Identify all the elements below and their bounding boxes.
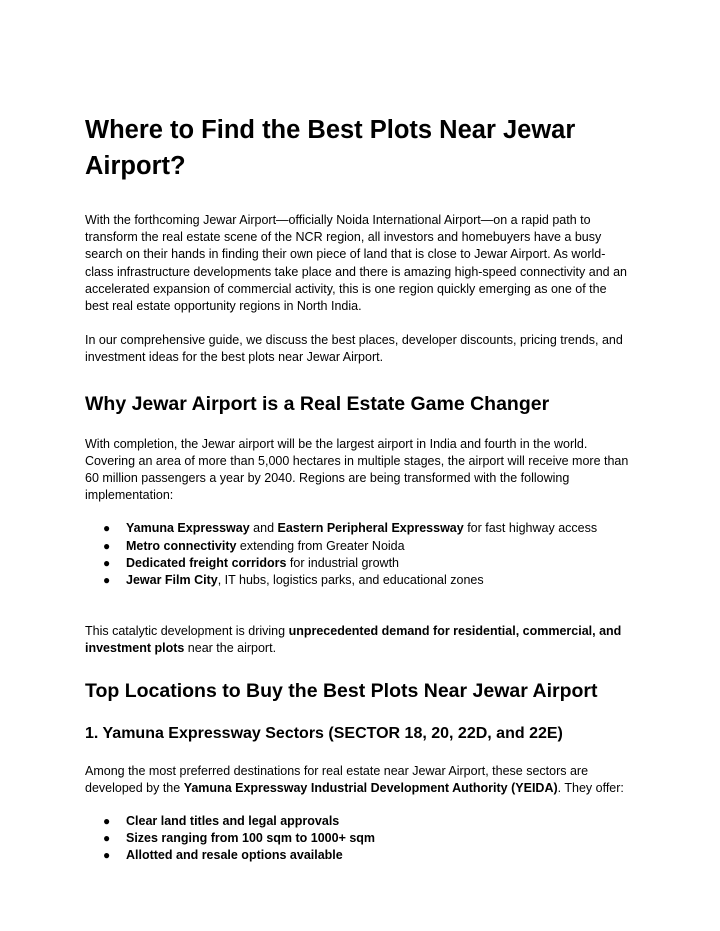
bullet-icon: ● [103,538,111,553]
game-changer-paragraph: With completion, the Jewar airport will be the largest airport in India and fourth in the world. Covering an area of more than 5,000 hectares in multiple stages, the airport will receive more than 60 million passengers a year by 2040. Regions are being transformed with the following implementation: [85,436,629,503]
list-item [85,813,633,830]
list-item [85,520,633,537]
bullet-icon: ● [103,573,111,588]
subheading-yamuna-sectors: 1. Yamuna Expressway Sectors (SECTOR 18, 20, 22D, and 22E) [85,724,563,742]
bullet-icon: ● [103,831,111,846]
list-item [85,847,633,864]
list-item-text: for industrial growth [286,555,400,570]
bullet-icon: ● [103,521,111,536]
list-item [85,555,633,572]
bullet-icon: ● [103,814,111,829]
yamuna-offer-list [85,813,633,865]
list-item-text: extending from Greater Noida [236,538,405,553]
page-title: Where to Find the Best Plots Near Jewar Airport? [85,116,576,180]
list-item-bold: Allotted and resale options available [126,848,343,863]
list-item-text: for fast highway access [463,521,598,536]
list-item-bold: Clear land titles and legal approvals [126,814,340,829]
game-changer-closing [85,623,633,657]
list-item-bold: Yamuna Expressway [126,521,250,536]
yamuna-paragraph [85,763,633,797]
list-item-text: , IT hubs, logistics parks, and educational zones [217,573,484,588]
list-item-bold: Eastern Peripheral Expressway [277,521,464,536]
list-item-bold: Sizes ranging from 100 sqm to 1000+ sqm [126,831,376,846]
closing-text: near the airport. [184,641,277,656]
list-item [85,538,633,555]
paragraph-text: . They offer: [557,780,624,795]
section-heading-game-changer: Why Jewar Airport is a Real Estate Game Changer [85,392,550,415]
paragraph-text: Among the most preferred destinations for real estate near Jewar Airport, these sectors are developed by the [85,763,589,795]
bullet-icon: ● [103,848,111,863]
document-body [85,112,633,865]
list-item-bold: Jewar Film City [126,573,218,588]
section-heading-top-locations: Top Locations to Buy the Best Plots Near Jewar Airport [85,679,598,702]
list-item [85,572,633,589]
list-item-text: and [249,521,278,536]
closing-text: This catalytic development is driving [85,624,289,639]
intro-paragraph-1: With the forthcoming Jewar Airport—officially Noida International Airport—on a rapid path to transform the real estate scene of the NCR region, all investors and homebuyers have a busy search on their hands in finding their own piece of land that is close to Jewar Airport. As world-class infrastructure developments take place and there is amazing high-speed connectivity and an accelerated expansion of commercial activity, this is one region quickly emerging as one of the best real estate opportunity regions in North India. [85,213,627,314]
list-item [85,830,633,847]
implementation-list [85,520,633,589]
intro-paragraph-2: In our comprehensive guide, we discuss the best places, developer discounts, pricing trends, and investment ideas for the best plots near Jewar Airport. [85,333,623,365]
paragraph-bold: Yamuna Expressway Industrial Development Authority (YEIDA) [183,780,558,795]
closing-bold: unprecedented demand for residential, commercial, and investment plots [85,624,622,656]
list-item-bold: Metro connectivity [126,538,237,553]
bullet-icon: ● [103,555,111,570]
list-item-bold: Dedicated freight corridors [126,555,287,570]
